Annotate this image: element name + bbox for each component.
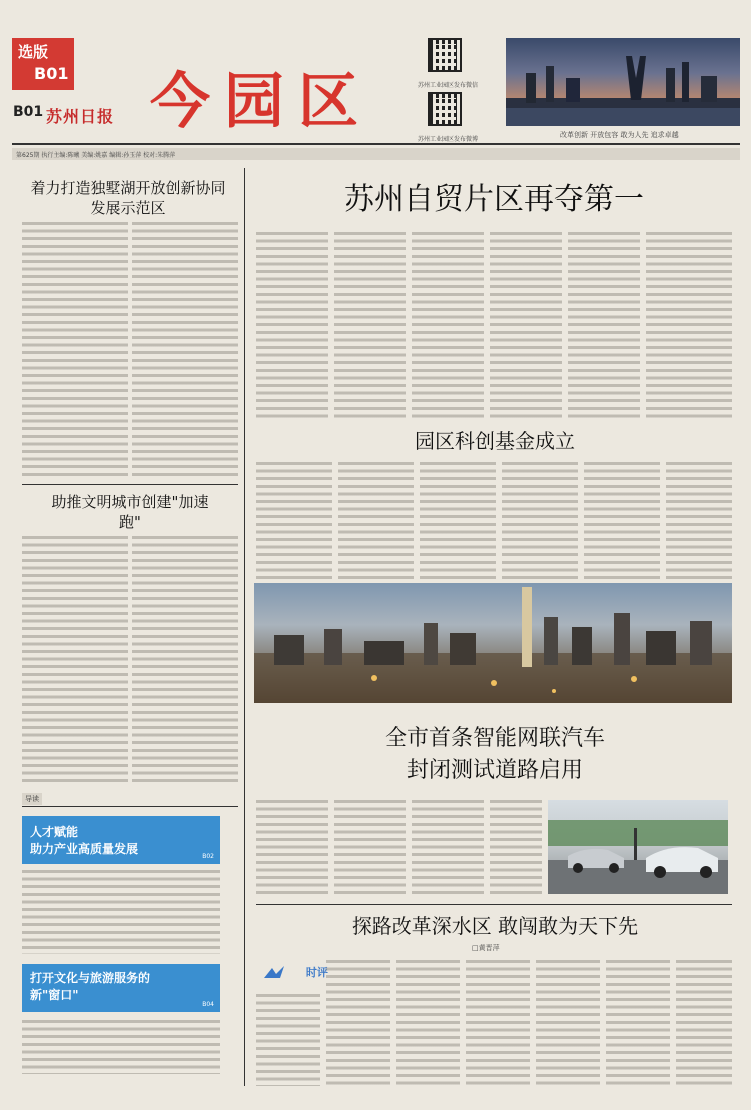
bottom-body-col5	[536, 960, 600, 1086]
left2-body-col2	[132, 536, 238, 786]
fund-headline[interactable]: 园区科创基金成立	[415, 429, 575, 453]
guide-item-talent-page: B02	[202, 853, 214, 860]
page-number: B01	[13, 104, 44, 120]
guide-item-culture-title2: 新"窗口"	[30, 988, 79, 1002]
lead-left-body-col2	[132, 222, 238, 480]
column-rule	[244, 168, 245, 1086]
comment-label: 时评	[305, 966, 328, 979]
autonomous-car-photo	[548, 800, 728, 894]
bottom-headline[interactable]: 探路改革深水区 敢闯敢为天下先	[351, 914, 639, 938]
guide-label: 导读	[22, 793, 42, 805]
fund-body-col6	[666, 462, 732, 580]
section-title: 今园区	[150, 67, 372, 137]
guide-item-culture-title1: 打开文化与旅游服务的	[30, 971, 151, 985]
divider	[22, 484, 238, 485]
masthead-rule	[12, 143, 740, 145]
guide-item-talent-summary	[22, 870, 220, 954]
guide-item-culture[interactable]	[22, 964, 220, 1012]
road-body-col2	[334, 800, 406, 898]
fund-body-col1	[256, 462, 332, 580]
left2-body-col1	[22, 536, 128, 786]
badge-line1: 选版	[18, 43, 49, 61]
bottom-body-col6	[606, 960, 670, 1086]
road-headline-line2[interactable]: 封闭测试道路启用	[406, 758, 583, 783]
road-headline-line1[interactable]: 全市首条智能网联汽车	[384, 726, 605, 751]
bottom-body-col4	[466, 960, 530, 1086]
weibo-qr-label: 苏州工业园区发布微博	[418, 136, 479, 143]
comment-logo	[262, 964, 328, 982]
main-body-col1	[256, 232, 328, 418]
guide-item-culture-summary	[22, 1020, 220, 1074]
main-body-col3	[412, 232, 484, 418]
badge-line2: B01	[34, 64, 69, 83]
weibo-qr-icon	[428, 92, 462, 126]
wechat-qr-label: 苏州工业园区发布微信	[418, 82, 479, 89]
wechat-qr-icon	[428, 38, 462, 72]
bottom-body-col7	[676, 960, 732, 1086]
paper-name: 苏州日报	[46, 107, 115, 126]
fund-body-col3	[420, 462, 496, 580]
lead-left-headline[interactable]: 着力打造独墅湖开放创新协同发展示范区	[30, 179, 226, 217]
main-headline[interactable]: 苏州自贸片区再夺第一	[344, 182, 644, 217]
main-body-col4	[490, 232, 562, 418]
fund-body-col2	[338, 462, 414, 580]
lead-left-body-col1	[22, 222, 128, 480]
guide-item-talent[interactable]	[22, 816, 220, 864]
slogan: 改革创新 开放包容 敢为人先 追求卓越	[560, 131, 679, 139]
bottom-body-col1	[256, 994, 320, 1086]
guide-item-talent-title1: 人才赋能	[30, 825, 79, 839]
city-aerial-photo	[254, 583, 732, 703]
road-body-col4	[490, 800, 542, 898]
comment-logo-icon	[262, 964, 302, 982]
bottom-author: □黄晋萍	[472, 944, 500, 952]
divider	[22, 806, 238, 807]
edition-badge[interactable]	[12, 38, 74, 90]
divider	[256, 904, 732, 905]
left2-headline[interactable]: 助推文明城市创建"加速跑"	[51, 493, 209, 531]
main-body-col6	[646, 232, 732, 418]
editor-info-bar: 第625期 执行主编:陈曦 美编:姚嘉 编辑:孙玉萍 校对:朱腾萍	[12, 148, 740, 160]
main-body-col2	[334, 232, 406, 418]
guide-item-culture-page: B04	[202, 1001, 214, 1008]
road-body-col1	[256, 800, 328, 898]
bottom-body-col3	[396, 960, 460, 1086]
city-skyline-photo	[506, 38, 740, 126]
fund-body-col5	[584, 462, 660, 580]
main-body-col5	[568, 232, 640, 418]
guide-item-talent-title2: 助力产业高质量发展	[30, 842, 139, 856]
bottom-body-col2	[326, 960, 390, 1086]
road-body-col3	[412, 800, 484, 898]
fund-body-col4	[502, 462, 578, 580]
